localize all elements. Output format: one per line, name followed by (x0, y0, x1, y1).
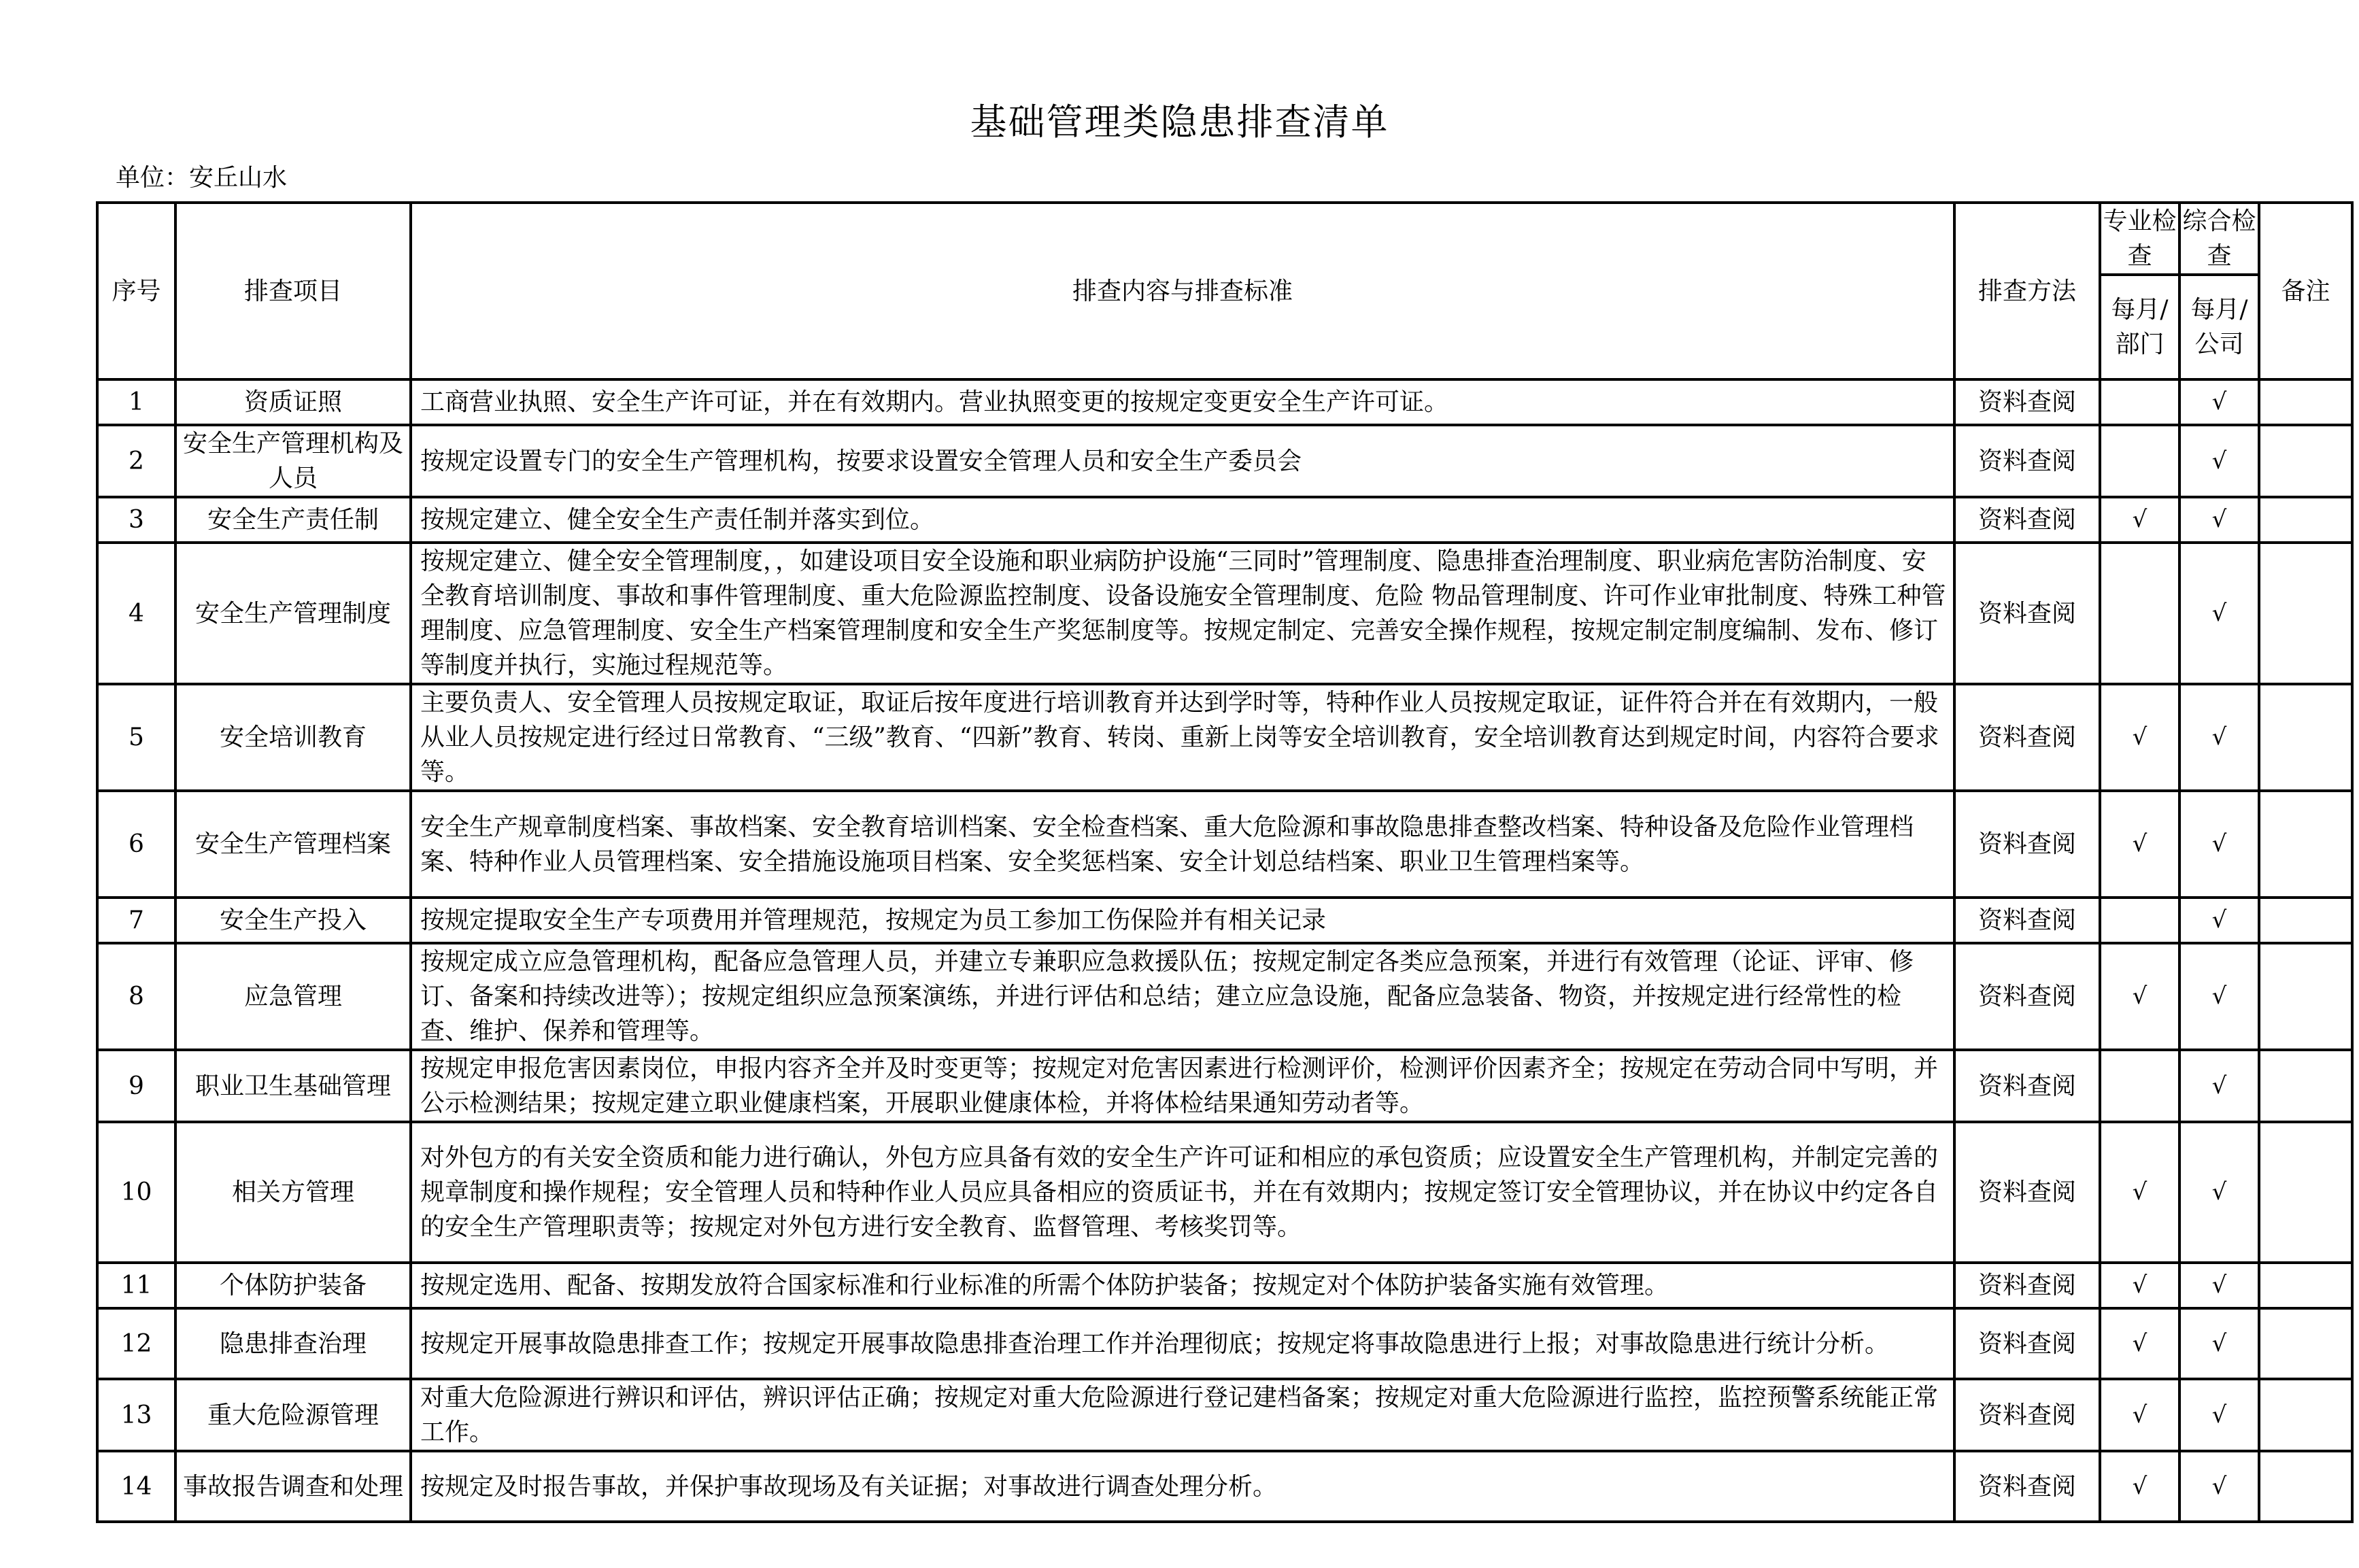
row-method: 资料查阅 (1954, 1379, 2100, 1451)
row-pro-check-mark (2100, 379, 2179, 425)
row-content: 按规定及时报告事故，并保护事故现场及有关证据；对事故进行调查处理分析。 (411, 1451, 1954, 1522)
row-content: 安全生产规章制度档案、事故档案、安全教育培训档案、安全检查档案、重大危险源和事故隐患排查整改档案、特种设备及危险作业管理档案、特种作业人员管理档案、安全措施设施项目档案、安全奖惩档案、安全计划总结档案、职业卫生管理档案等。 (411, 791, 1954, 898)
row-seq: 8 (97, 943, 175, 1050)
row-method: 资料查阅 (1954, 1308, 2100, 1379)
row-remark (2259, 1050, 2352, 1122)
row-comp-check-mark: √ (2179, 943, 2259, 1050)
row-seq: 9 (97, 1050, 175, 1122)
row-item: 重大危险源管理 (175, 1379, 411, 1451)
row-item: 隐患排查治理 (175, 1308, 411, 1379)
row-comp-check-mark: √ (2179, 1050, 2259, 1122)
row-content: 按规定提取安全生产专项费用并管理规范，按规定为员工参加工伤保险并有相关记录 (411, 898, 1954, 943)
row-remark (2259, 1379, 2352, 1451)
table-row (97, 1122, 2352, 1263)
header-pro-freq: 每月/部门 (2100, 275, 2179, 379)
row-comp-check-mark: √ (2179, 1379, 2259, 1451)
row-content: 对重大危险源进行辨识和评估，辨识评估正确；按规定对重大危险源进行登记建档备案；按规定对重大危险源进行监控，监控预警系统能正常工作。 (411, 1379, 1954, 1451)
row-seq: 2 (97, 425, 175, 497)
row-seq: 6 (97, 791, 175, 898)
row-method: 资料查阅 (1954, 791, 2100, 898)
row-item: 安全培训教育 (175, 684, 411, 791)
header-method: 排查方法 (1954, 203, 2100, 379)
row-comp-check-mark: √ (2179, 791, 2259, 898)
row-method: 资料查阅 (1954, 1451, 2100, 1522)
row-content: 按规定选用、配备、按期发放符合国家标准和行业标准的所需个体防护装备；按规定对个体防护装备实施有效管理。 (411, 1263, 1954, 1308)
row-item: 资质证照 (175, 379, 411, 425)
table-row (97, 1263, 2352, 1308)
row-method: 资料查阅 (1954, 898, 2100, 943)
row-item: 安全生产管理机构及人员 (175, 425, 411, 497)
table-row (97, 943, 2352, 1050)
row-remark (2259, 1263, 2352, 1308)
row-comp-check-mark: √ (2179, 1122, 2259, 1263)
row-pro-check-mark: √ (2100, 1379, 2179, 1451)
row-comp-check-mark: √ (2179, 1451, 2259, 1522)
row-method: 资料查阅 (1954, 425, 2100, 497)
row-remark (2259, 943, 2352, 1050)
row-seq: 3 (97, 497, 175, 543)
row-pro-check-mark (2100, 425, 2179, 497)
header-pro-check: 专业检查 (2100, 203, 2179, 275)
row-comp-check-mark: √ (2179, 543, 2259, 684)
row-item: 安全生产管理制度 (175, 543, 411, 684)
row-item: 安全生产管理档案 (175, 791, 411, 898)
table-row (97, 1050, 2352, 1122)
row-content: 按规定建立、健全安全生产责任制并落实到位。 (411, 497, 1954, 543)
row-comp-check-mark: √ (2179, 497, 2259, 543)
header-seq: 序号 (97, 203, 175, 379)
row-method: 资料查阅 (1954, 943, 2100, 1050)
row-content: 主要负责人、安全管理人员按规定取证，取证后按年度进行培训教育并达到学时等，特种作业人员按规定取证，证件符合并在有效期内，一般从业人员按规定进行经过日常教育、“三级”教育、“四新”教育、转岗、重新上岗等安全培训教育，安全培训教育达到规定时间，内容符合要求等。 (411, 684, 1954, 791)
row-seq: 7 (97, 898, 175, 943)
row-seq: 11 (97, 1263, 175, 1308)
row-comp-check-mark: √ (2179, 684, 2259, 791)
row-seq: 13 (97, 1379, 175, 1451)
row-remark (2259, 791, 2352, 898)
row-content: 按规定开展事故隐患排查工作；按规定开展事故隐患排查治理工作并治理彻底；按规定将事故隐患进行上报；对事故隐患进行统计分析。 (411, 1308, 1954, 1379)
row-method: 资料查阅 (1954, 684, 2100, 791)
row-content: 按规定成立应急管理机构，配备应急管理人员，并建立专兼职应急救援队伍；按规定制定各类应急预案，并进行有效管理（论证、评审、修订、备案和持续改进等）；按规定组织应急预案演练，并进行评估和总结；建立应急设施，配备应急装备、物资，并按规定进行经常性的检查、维护、保养和管理等。 (411, 943, 1954, 1050)
row-item: 相关方管理 (175, 1122, 411, 1263)
row-item: 安全生产投入 (175, 898, 411, 943)
row-method: 资料查阅 (1954, 379, 2100, 425)
row-remark (2259, 425, 2352, 497)
table-row (97, 898, 2352, 943)
table-row (97, 1379, 2352, 1451)
row-remark (2259, 684, 2352, 791)
table-row (97, 425, 2352, 497)
unit-label: 单位：安丘山水 (116, 164, 288, 192)
row-comp-check-mark: √ (2179, 1308, 2259, 1379)
row-content: 按规定建立、健全安全管理制度，，如建设项目安全设施和职业病防护设施“三同时”管理制度、隐患排查治理制度、职业病危害防治制度、安全教育培训制度、事故和事件管理制度、重大危险源监控制度、设备设施安全管理制度、危险 物品管理制度、许可作业审批制度、特殊工种管理制度、应急管理制度、安全生产档案管理制度和安全生产奖惩制度等。按规定制定、完善安全操作规程，按规定制定制度编制、发布、修订等制度并执行，实施过程规范等。 (411, 543, 1954, 684)
row-pro-check-mark (2100, 1050, 2179, 1122)
row-seq: 12 (97, 1308, 175, 1379)
table-row (97, 379, 2352, 425)
row-method: 资料查阅 (1954, 497, 2100, 543)
row-seq: 14 (97, 1451, 175, 1522)
table-row (97, 684, 2352, 791)
row-item: 应急管理 (175, 943, 411, 1050)
row-pro-check-mark: √ (2100, 943, 2179, 1050)
row-comp-check-mark: √ (2179, 898, 2259, 943)
row-method: 资料查阅 (1954, 1122, 2100, 1263)
row-pro-check-mark: √ (2100, 497, 2179, 543)
header-item: 排查项目 (175, 203, 411, 379)
table-row (97, 543, 2352, 684)
row-comp-check-mark: √ (2179, 425, 2259, 497)
row-content: 按规定申报危害因素岗位，申报内容齐全并及时变更等；按规定对危害因素进行检测评价，检测评价因素齐全；按规定在劳动合同中写明，并公示检测结果；按规定建立职业健康档案，开展职业健康体检，并将体检结果通知劳动者等。 (411, 1050, 1954, 1122)
row-method: 资料查阅 (1954, 543, 2100, 684)
header-comp-freq: 每月/公司 (2179, 275, 2259, 379)
row-remark (2259, 543, 2352, 684)
row-content: 按规定设置专门的安全生产管理机构，按要求设置安全管理人员和安全生产委员会 (411, 425, 1954, 497)
row-pro-check-mark: √ (2100, 1308, 2179, 1379)
row-item: 安全生产责任制 (175, 497, 411, 543)
row-pro-check-mark (2100, 898, 2179, 943)
row-remark (2259, 898, 2352, 943)
row-comp-check-mark: √ (2179, 379, 2259, 425)
table-row (97, 497, 2352, 543)
row-remark (2259, 1308, 2352, 1379)
row-seq: 1 (97, 379, 175, 425)
row-remark (2259, 1122, 2352, 1263)
row-seq: 10 (97, 1122, 175, 1263)
row-item: 职业卫生基础管理 (175, 1050, 411, 1122)
table-row (97, 1451, 2352, 1522)
table-row (97, 791, 2352, 898)
row-method: 资料查阅 (1954, 1263, 2100, 1308)
row-pro-check-mark: √ (2100, 1451, 2179, 1522)
row-remark (2259, 379, 2352, 425)
row-pro-check-mark: √ (2100, 684, 2179, 791)
row-seq: 4 (97, 543, 175, 684)
row-item: 个体防护装备 (175, 1263, 411, 1308)
row-comp-check-mark: √ (2179, 1263, 2259, 1308)
row-method: 资料查阅 (1954, 1050, 2100, 1122)
header-remark: 备注 (2259, 203, 2352, 379)
row-seq: 5 (97, 684, 175, 791)
row-remark (2259, 1451, 2352, 1522)
checklist-table (96, 201, 2354, 1523)
table-row (97, 1308, 2352, 1379)
row-content: 工商营业执照、安全生产许可证，并在有效期内。营业执照变更的按规定变更安全生产许可证。 (411, 379, 1954, 425)
row-item: 事故报告调查和处理 (175, 1451, 411, 1522)
row-pro-check-mark: √ (2100, 1122, 2179, 1263)
row-pro-check-mark (2100, 543, 2179, 684)
header-content: 排查内容与排查标准 (411, 203, 1954, 379)
row-content: 对外包方的有关安全资质和能力进行确认，外包方应具备有效的安全生产许可证和相应的承包资质；应设置安全生产管理机构，并制定完善的规章制度和操作规程；安全管理人员和特种作业人员应具备相应的资质证书，并在有效期内；按规定签订安全管理协议，并在协议中约定各自的安全生产管理职责等；按规定对外包方进行安全教育、监督管理、考核奖罚等。 (411, 1122, 1954, 1263)
header-comp-check: 综合检查 (2179, 203, 2259, 275)
row-remark (2259, 497, 2352, 543)
row-pro-check-mark: √ (2100, 791, 2179, 898)
page-title: 基础管理类隐患排查清单 (970, 101, 1389, 143)
row-pro-check-mark: √ (2100, 1263, 2179, 1308)
